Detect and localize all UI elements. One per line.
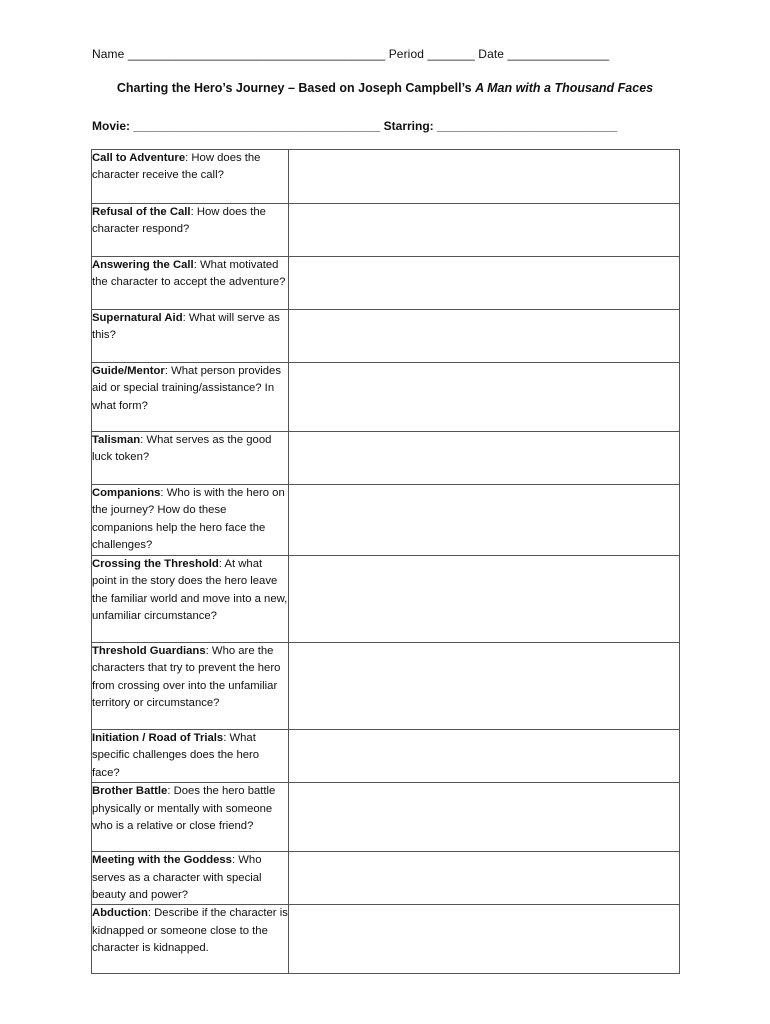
page-title <box>0 81 770 95</box>
stage-name: Brother Battle <box>92 785 168 798</box>
stage-question: : Who serves as a character with special beauty and power? <box>92 854 262 902</box>
answer-cell[interactable] <box>289 643 680 730</box>
stage-prompt-cell <box>92 363 289 432</box>
answer-cell[interactable] <box>289 150 680 204</box>
stage-question: : Who is with the hero on the journey? How do these companions help the hero face the challenges? <box>92 487 285 552</box>
table-row <box>92 556 680 643</box>
stage-question: : What motivated the character to accept the adventure? <box>92 259 286 289</box>
stage-prompt-cell <box>92 485 289 556</box>
answer-cell[interactable] <box>289 730 680 783</box>
stage-prompt-cell <box>92 204 289 257</box>
stage-question: : At what point in the story does the hero leave the familiar world and move into a new, unfamiliar circumstance? <box>92 558 288 623</box>
stage-name: Initiation / Road of Trials <box>92 732 224 744</box>
stage-prompt-cell <box>92 310 289 363</box>
stage-name: Guide/Mentor <box>92 365 165 377</box>
answer-cell[interactable] <box>289 556 680 643</box>
stage-prompt-cell <box>92 730 289 783</box>
movie-label: Movie: <box>92 119 131 133</box>
table-row <box>92 310 680 363</box>
stage-name: Meeting with the Goddess <box>92 854 232 867</box>
heros-journey-table <box>91 149 680 974</box>
answer-cell[interactable] <box>289 905 680 974</box>
stage-prompt-cell <box>92 643 289 730</box>
movie-blank[interactable]: _____________________________________ <box>133 119 381 133</box>
stage-prompt-cell <box>92 556 289 643</box>
date-label: Date <box>478 47 505 61</box>
answer-cell[interactable] <box>289 783 680 852</box>
stage-prompt-cell <box>92 432 289 485</box>
stage-name: Supernatural Aid <box>92 312 183 324</box>
answer-cell[interactable] <box>289 432 680 485</box>
table-row <box>92 643 680 730</box>
starring-label: Starring: <box>383 119 434 133</box>
table-row <box>92 485 680 556</box>
stage-name: Call to Adventure <box>92 152 186 164</box>
stage-question: : What specific challenges does the hero face? <box>92 732 260 779</box>
period-label: Period <box>388 47 424 61</box>
table-row <box>92 905 680 974</box>
answer-cell[interactable] <box>289 310 680 363</box>
stage-name: Answering the Call <box>92 259 194 271</box>
answer-cell[interactable] <box>289 257 680 310</box>
stage-name: Talisman <box>92 434 141 446</box>
table-row <box>92 363 680 432</box>
table-row <box>92 730 680 783</box>
answer-cell[interactable] <box>289 852 680 905</box>
journey-table-body <box>92 150 680 974</box>
answer-cell[interactable] <box>289 485 680 556</box>
stage-question: : What will serve as this? <box>92 312 280 342</box>
title-book-name: A Man with a Thousand Faces <box>475 81 654 95</box>
stage-name: Refusal of the Call <box>92 206 191 218</box>
name-blank[interactable]: ______________________________________ <box>127 47 386 61</box>
table-row <box>92 150 680 204</box>
stage-prompt-cell <box>92 257 289 310</box>
table-row <box>92 852 680 905</box>
stage-question: : What person provides aid or special training/assistance? In what form? <box>92 365 281 412</box>
stage-name: Crossing the Threshold <box>92 558 219 570</box>
table-row <box>92 204 680 257</box>
starring-blank[interactable]: ___________________________ <box>437 119 618 133</box>
movie-info-line <box>92 119 617 133</box>
answer-cell[interactable] <box>289 204 680 257</box>
stage-name: Threshold Guardians <box>92 645 206 657</box>
name-label: Name <box>92 47 125 61</box>
table-row <box>92 257 680 310</box>
stage-question: : Describe if the character is kidnapped or someone close to the character is kidnapped. <box>92 907 288 955</box>
stage-question: : Does the hero battle physically or mentally with someone who is a relative or close friend? <box>92 785 276 833</box>
stage-prompt-cell <box>92 783 289 852</box>
date-blank[interactable]: _______________ <box>507 47 610 61</box>
stage-prompt-cell <box>92 150 289 204</box>
student-info-line <box>92 47 609 61</box>
stage-question: : Who are the characters that try to prevent the hero from crossing over into the unfamiliar territory or circumstance? <box>92 645 281 710</box>
stage-question: : How does the character receive the call? <box>92 152 261 182</box>
table-row <box>92 783 680 852</box>
stage-prompt-cell <box>92 905 289 974</box>
table-row <box>92 432 680 485</box>
stage-question: : How does the character respond? <box>92 206 266 236</box>
stage-question: : What serves as the good luck token? <box>92 434 272 464</box>
stage-name: Companions <box>92 487 161 499</box>
stage-prompt-cell <box>92 852 289 905</box>
period-blank[interactable]: _______ <box>427 47 475 61</box>
title-text: Charting the Hero’s Journey – Based on Joseph Campbell’s <box>116 81 476 95</box>
answer-cell[interactable] <box>289 363 680 432</box>
stage-name: Abduction <box>92 907 148 920</box>
